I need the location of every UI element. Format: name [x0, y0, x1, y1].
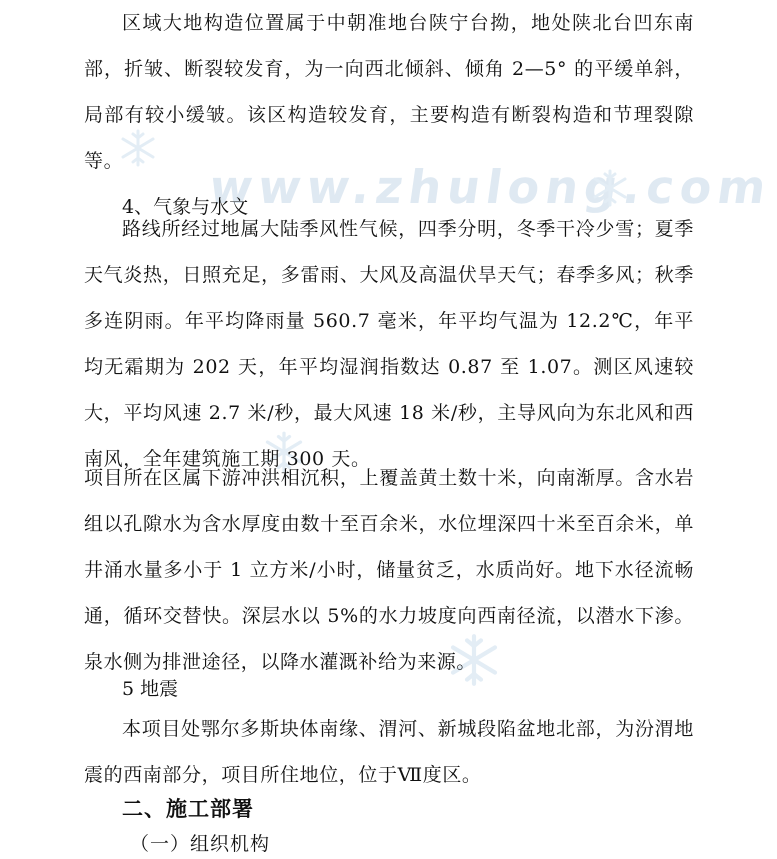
section-title: 二、施工部署 — [122, 796, 254, 821]
climate-heading: 4、气象与水文 — [122, 196, 249, 218]
watermark-text: www.zhulong.com — [206, 160, 776, 214]
climate-paragraph: 路线所经过地属大陆季风性气候，四季分明，冬季干冷少雪；夏季天气炎热，日照充足，多雷雨、大风及高温伏旱天气；春季多风；秋季多连阴雨。年平均降雨量 560.7 毫米，年平均气温为 12.2℃，年平均无霜期为 202 天，年平均湿润指数达 0.87 至 1.07。测区风速较大，平均风速 2.7 米/秒，最大风速 18 米/秒，主导风向为东北风和西南风，全年建筑施工期 300 天。 — [84, 218, 694, 470]
earthquake-paragraph: 本项目处鄂尔多斯块体南缘、渭河、新城段陷盆地北部，为汾渭地震的西南部分，项目所住地位，位于Ⅶ度区。 — [84, 718, 694, 786]
section-subtitle: （一）组织机构 — [130, 833, 271, 855]
hydrology-paragraph: 项目所在区属下游冲洪相沉积，上覆盖黄土数十米，向南渐厚。含水岩组以孔隙水为含水厚度由数十至百余米，水位埋深四十米至百余米，单井涌水量多小于 1 立方米/小时，储量贫乏，水质尚好。地下水径流畅通，循环交替快。深层水以 5%的水力坡度向西南径流，以潜水下渗。泉水侧为排泄途径，以降水灌溉补给为来源。 — [84, 467, 694, 673]
geology-paragraph: 区域大地构造位置属于中朝准地台陕宁台拗，地处陕北台凹东南部，折皱、断裂较发育，为一向西北倾斜、倾角 2—5° 的平缓单斜，局部有较小缓皱。该区构造较发育，主要构造有断裂构造和节理裂隙等。 — [84, 12, 694, 172]
earthquake-heading: 5 地震 — [122, 678, 179, 700]
